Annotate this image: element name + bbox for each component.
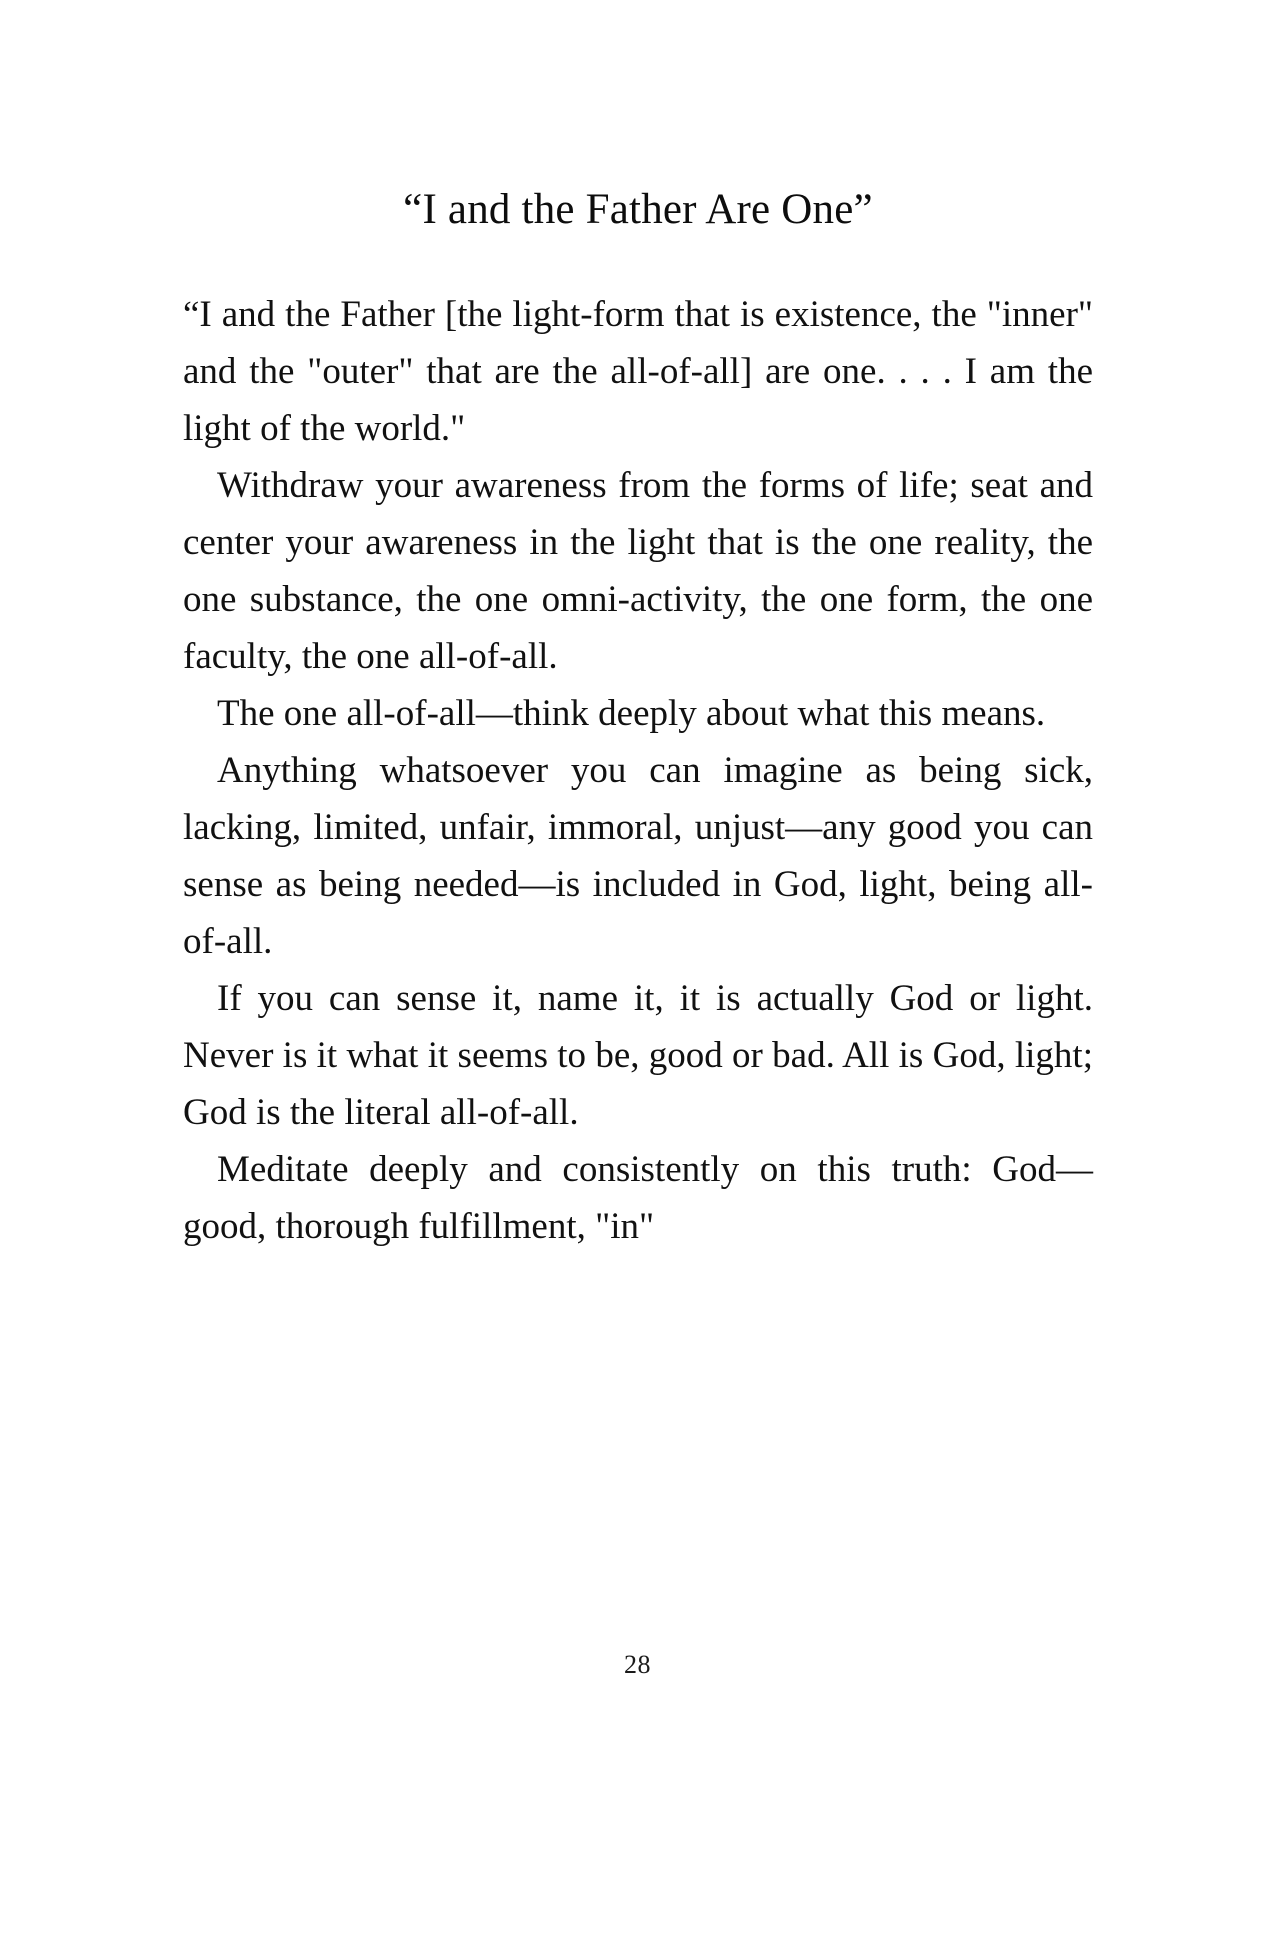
- page-title: “I and the Father Are One”: [403, 186, 873, 233]
- paragraph: Withdraw your awareness from the forms of life; seat and center your awareness in the light that is the one reality, the one substance, the one omni-activity, the one form, the one faculty, the one all-of-all.: [183, 465, 1093, 677]
- paragraph: The one all-of-all—think deeply about what this means.: [217, 693, 1046, 734]
- paragraph: Meditate deeply and consistently on this truth: God—good, thorough fulfillment, "in": [183, 1149, 1093, 1247]
- paragraph: Anything whatsoever you can imagine as being sick, lacking, limited, unfair, immoral, unjust—any good you can sense as being needed—is included in God, light, being all-of-all.: [183, 750, 1093, 962]
- body-text: [183, 286, 1093, 1255]
- page-number: 28: [624, 1650, 651, 1679]
- paragraph: If you can sense it, name it, it is actually God or light. Never is it what it seems to be, good or bad. All is God, light; God is the literal all-of-all.: [183, 978, 1093, 1133]
- page-content: [183, 185, 1093, 1255]
- paragraph: “I and the Father [the light-form that is existence, the "inner" and the "outer" that are the all-of-all] are one. . . . I am the light of the world.": [183, 294, 1093, 449]
